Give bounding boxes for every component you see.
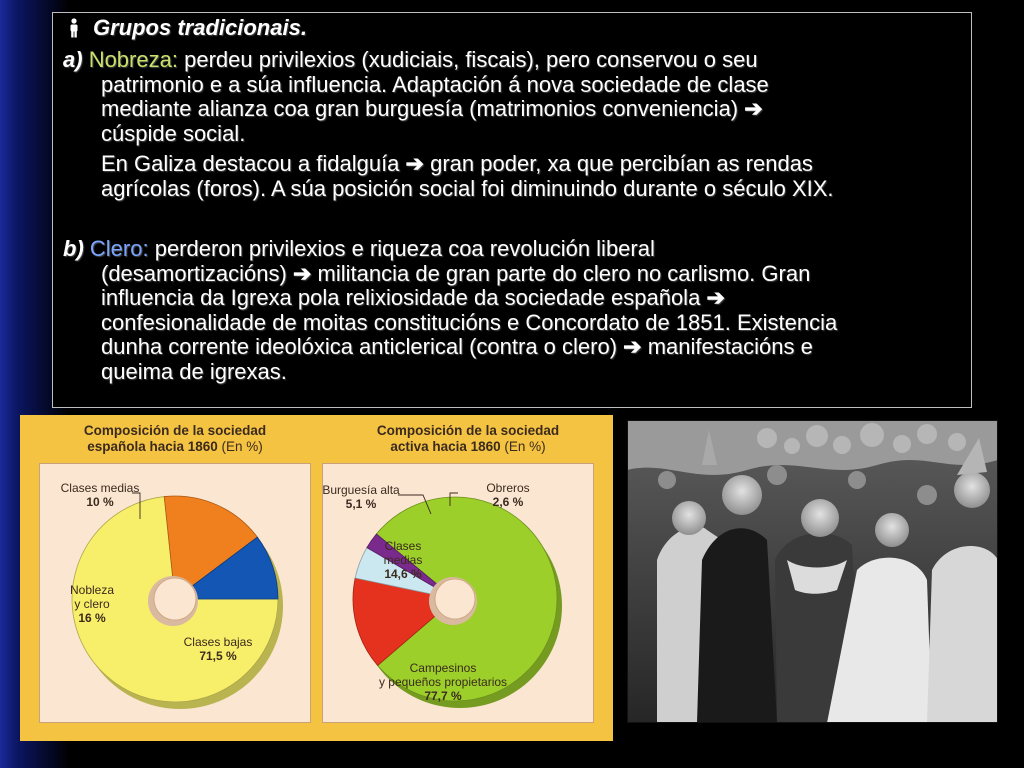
clero-text: (desamortizacións) <box>101 260 287 286</box>
slice-value-label: 2,6 % <box>492 495 524 509</box>
arrow-right-icon: ➔ <box>744 96 763 121</box>
arrow-right-icon: ➔ <box>292 260 312 286</box>
clero-line-1 <box>63 237 655 262</box>
item-letter-a: a) <box>63 47 83 72</box>
chart-1-title: Composición de la sociedad española hacia 1860 (En %) <box>83 423 267 454</box>
item-letter-b: b) <box>63 236 84 261</box>
clero-text: dunha corrente ideolóxica anticlerical (contra o clero) <box>101 334 618 359</box>
clero-text: manifestacións e <box>647 334 813 359</box>
nobreza-keyword: Nobreza: <box>88 47 178 72</box>
slice-label: Clases bajas <box>183 635 253 649</box>
clero-line-4: confesionalidade de moitas constitucións e Concordato de 1851. Existencia <box>101 309 838 335</box>
galiza-text: En Galiza destacou a fidalguía <box>101 151 400 176</box>
clero-line-3 <box>101 286 725 311</box>
slice-label: y clero <box>74 597 110 611</box>
nobreza-text: perdeu privilexios (xudiciais, fiscais), pero conservou o seu <box>184 47 758 72</box>
slice-label: Burguesía alta <box>323 483 400 497</box>
galiza-line-2: agrícolas (foros). A súa posición social foi diminuindo durante o século XIX. <box>101 175 834 201</box>
slice-label: Clases <box>384 539 422 553</box>
slice-label: y pequeños propietarios <box>378 675 508 689</box>
slice-label: Obreros <box>486 481 530 495</box>
heading-text: Grupos tradicionais. <box>93 15 307 40</box>
chart-1-pie <box>40 464 310 722</box>
historical-photo <box>627 420 998 723</box>
nobreza-line-1 <box>63 48 758 73</box>
clero-keyword: Clero: <box>89 236 149 261</box>
slice-label: medias <box>383 553 423 567</box>
slice-value-label: 5,1 % <box>345 497 377 511</box>
person-bullet-icon <box>67 18 81 38</box>
slice-value-label: 71,5 % <box>199 649 237 663</box>
galiza-line-1 <box>101 152 813 177</box>
section-heading <box>67 16 307 41</box>
pie-hole <box>154 578 196 620</box>
pie-hole <box>435 579 475 619</box>
slice-value-label: 14,6 % <box>384 567 422 581</box>
slice-label: Campesinos <box>409 661 477 675</box>
arrow-right-icon: ➔ <box>706 285 725 310</box>
chart-2-panel <box>322 463 594 723</box>
nobreza-line-3 <box>101 97 763 122</box>
pie-charts-figure <box>20 415 613 741</box>
nobreza-line-4: cúspide social. <box>101 120 246 146</box>
arrow-right-icon: ➔ <box>623 334 642 359</box>
clero-text: militancia de gran parte do clero no carlismo. Gran <box>317 260 811 286</box>
arrow-right-icon: ➔ <box>405 151 424 176</box>
slice-value-label: 16 % <box>78 611 106 625</box>
slice-value-label: 10 % <box>86 495 114 509</box>
clero-text: influencia da Igrexa pola relixiosidade da sociedade española <box>101 285 701 310</box>
galiza-text: gran poder, xa que percibían as rendas <box>430 151 813 176</box>
slice-label: Nobleza <box>69 583 115 597</box>
text-box <box>52 12 972 408</box>
clero-line-2 <box>101 262 810 287</box>
clero-text: perderon privilexios e riqueza coa revolución liberal <box>154 236 655 261</box>
clero-line-6: queima de igrexas. <box>101 358 287 384</box>
clero-line-5 <box>101 335 813 360</box>
slice-value-label: 77,7 % <box>424 689 462 703</box>
chart-2-title: Composición de la sociedad activa hacia 1860 (En %) <box>376 423 560 454</box>
nobreza-line-2: patrimonio e a súa influencia. Adaptación á nova sociedade de clase <box>101 71 769 97</box>
chart-1-panel <box>39 463 311 723</box>
slice-label: Clases medias <box>60 481 140 495</box>
chart-2-pie <box>323 464 593 722</box>
nobreza-text: mediante alianza coa gran burguesía (matrimonios conveniencia) <box>101 96 739 121</box>
